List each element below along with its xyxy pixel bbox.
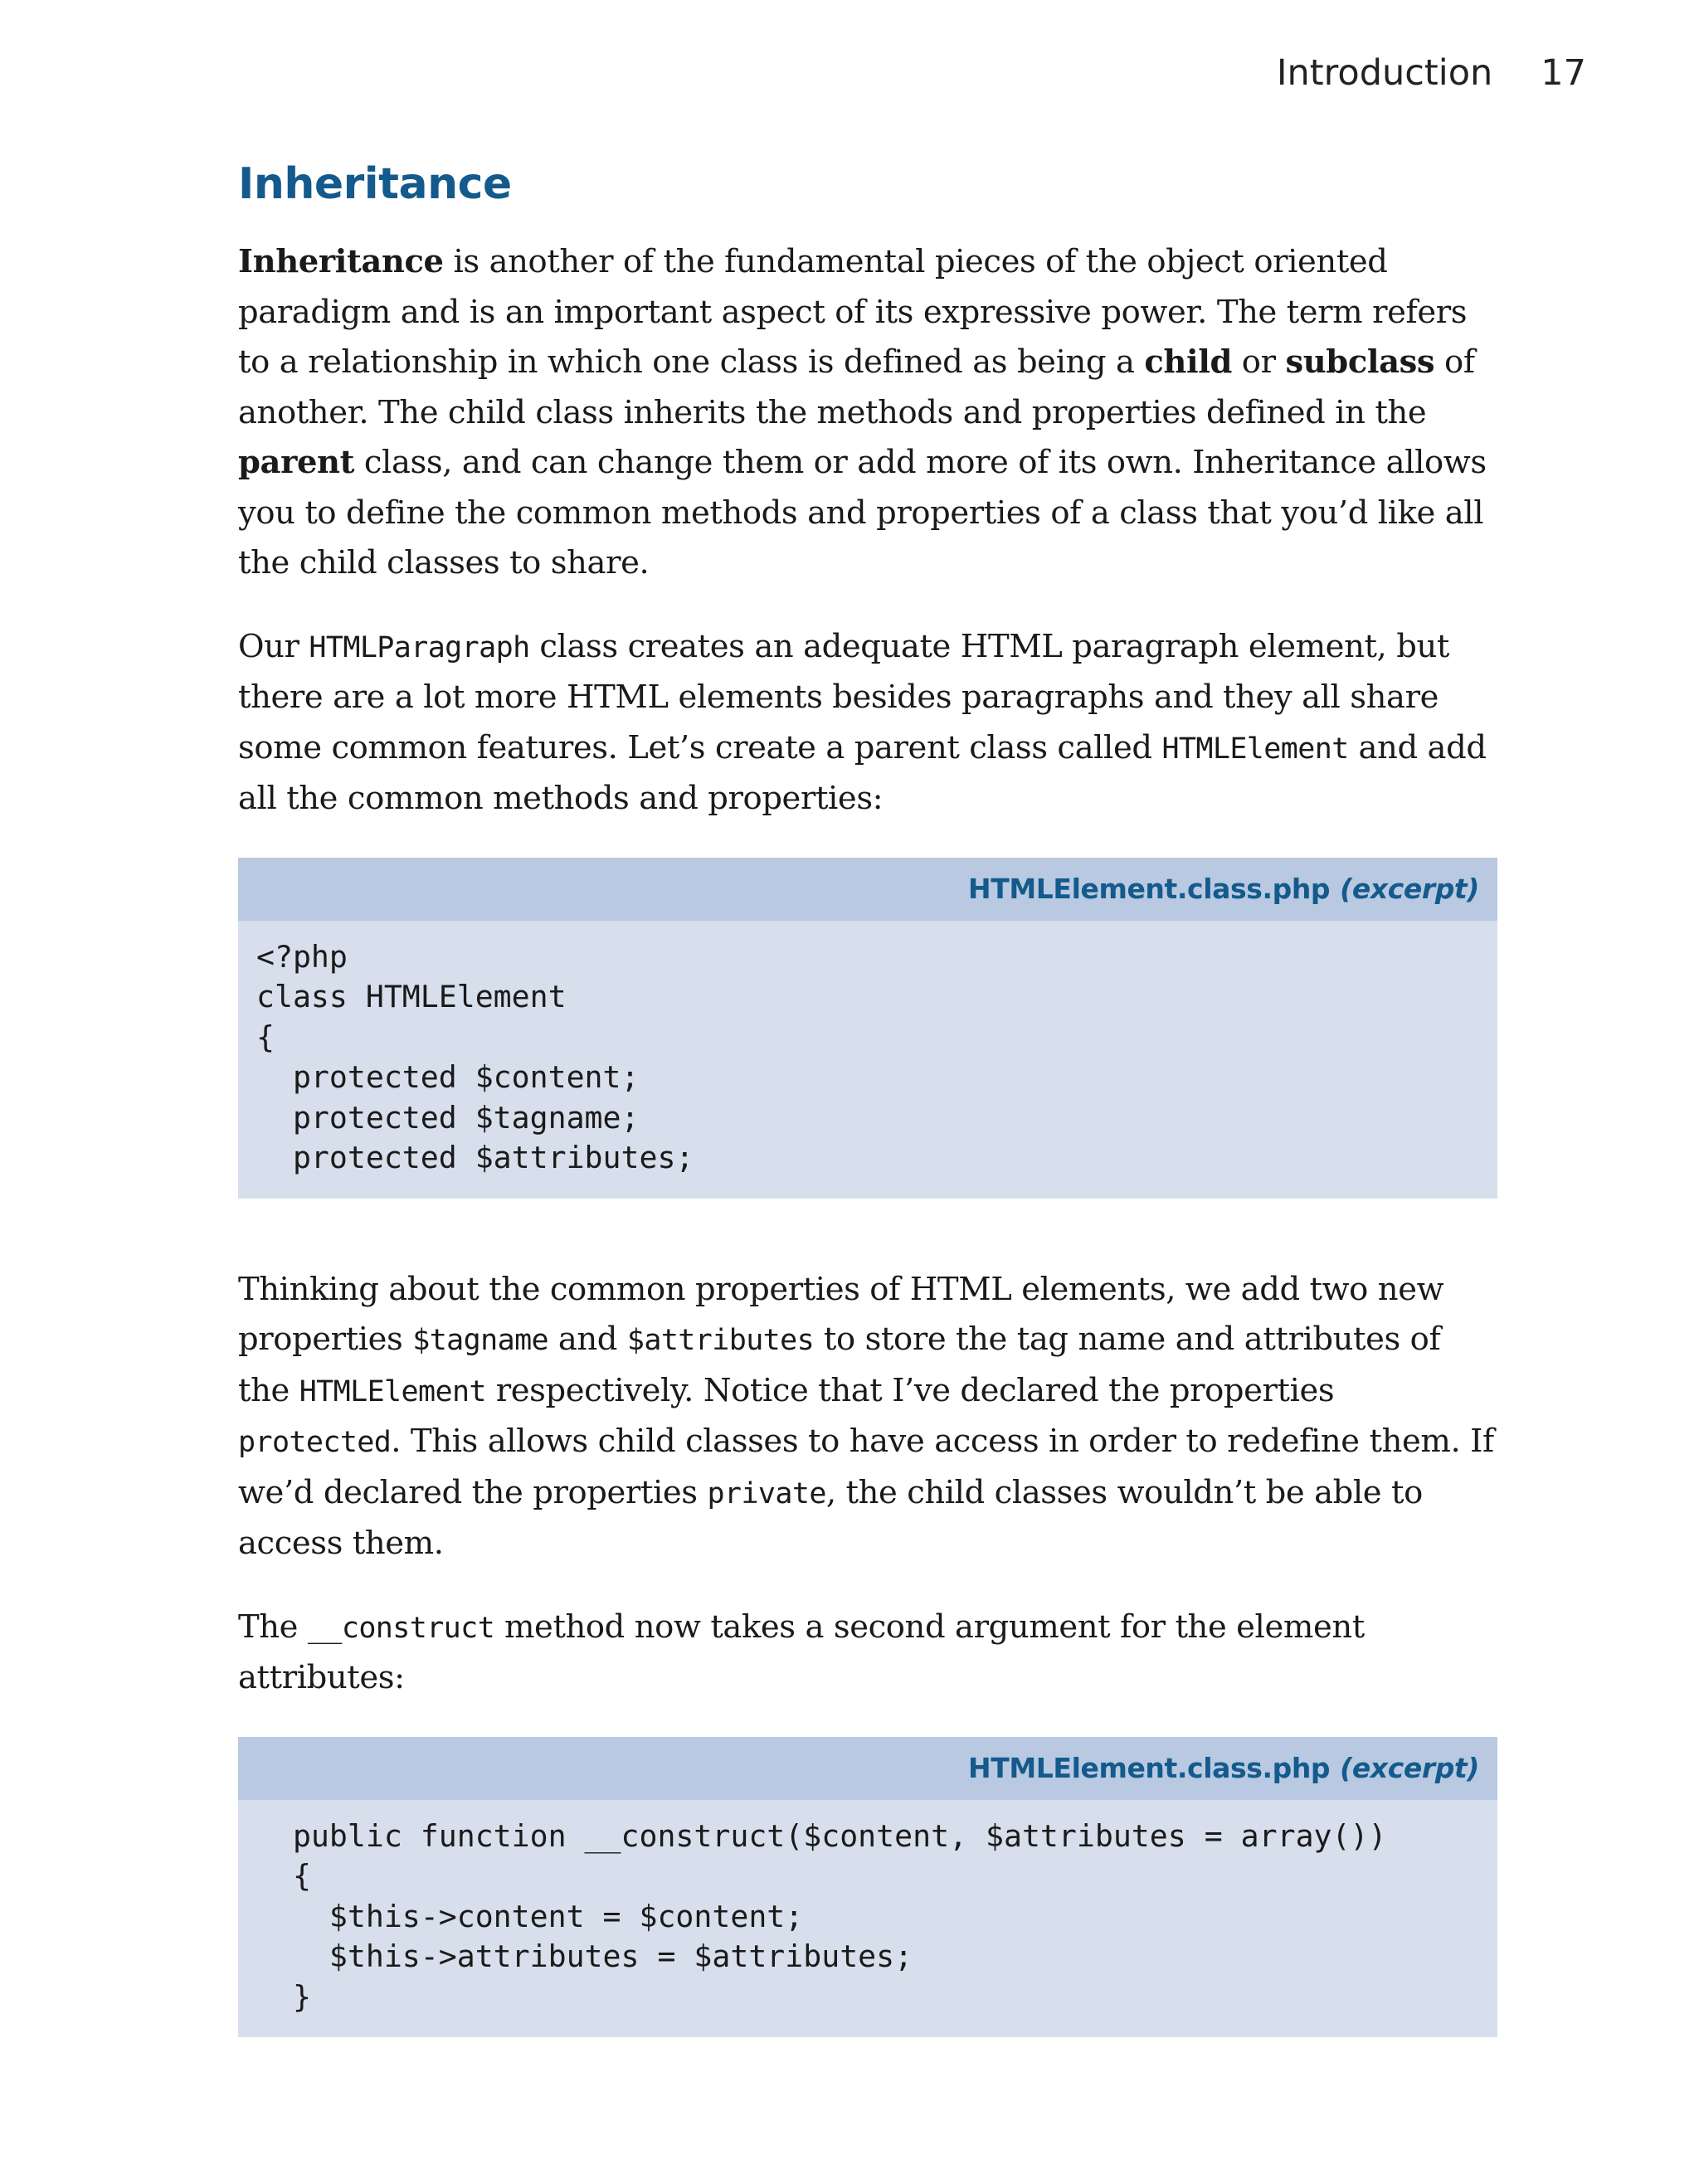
paragraph-inheritance-definition (238, 237, 1497, 589)
code-line: } (256, 1978, 311, 2015)
code-line: <?php (256, 938, 348, 975)
code-line: protected $tagname; (256, 1099, 640, 1136)
paragraph-text: . This allows child classes to have access in order to redefine them. If we’d declared the properties (238, 1423, 1494, 1511)
inline-code: __construct (307, 1611, 495, 1645)
inline-code: $tagname (412, 1324, 549, 1357)
paragraph-text: or (1231, 343, 1286, 381)
paragraph-text: Our (238, 627, 309, 665)
code-line: protected $content; (256, 1059, 640, 1095)
code-caption (238, 1737, 1497, 1800)
inline-code: HTMLElement (1161, 732, 1349, 766)
paragraph-text: is another of the fundamental pieces of the object oriented paradigm and is an important aspect of its expressive power. The term refers to a relationship in which one class is defined as being a (238, 243, 1468, 381)
paragraph-text: to store the tag name and attributes of the (238, 1321, 1441, 1409)
code-line: { (256, 1019, 275, 1055)
page-number: 17 (1541, 52, 1586, 94)
paragraph-text: respectively. Notice that I’ve declared the properties (485, 1371, 1335, 1409)
code-listing (238, 921, 1497, 1199)
paragraph-text: and add all the common methods and properties: (238, 728, 1487, 817)
paragraph-construct-method (238, 1603, 1497, 1704)
page-header (1277, 51, 1586, 95)
code-block-2 (238, 1737, 1497, 2038)
code-line: class HTMLElement (256, 979, 567, 1014)
code-filename: HTMLElement.class.php (968, 873, 1331, 905)
paragraph-text: , the child classes wouldn’t be able to access them. (238, 1473, 1423, 1562)
code-line: $this->attributes = $attributes; (256, 1938, 913, 1974)
inline-code: private (707, 1476, 826, 1510)
page-content (238, 158, 1497, 2104)
code-listing (238, 1800, 1497, 2038)
paragraph-text: The (238, 1608, 308, 1646)
inline-code: HTMLElement (299, 1374, 486, 1408)
paragraph-text: class creates an adequate HTML paragraph element, but there are a lot more HTML elements besides paragraphs and they all share some common features. Let’s create a parent class called (238, 627, 1449, 766)
code-line: { (256, 1858, 311, 1894)
bold-term: subclass (1285, 343, 1435, 381)
code-line: public function __construct($content, $attributes = array()) (256, 1817, 1387, 1854)
bold-term: Inheritance (238, 243, 444, 280)
code-block-1 (238, 858, 1497, 1199)
paragraph-properties-explanation (238, 1265, 1497, 1569)
paragraph-text: of another. The child class inherits the methods and properties defined in the (238, 343, 1475, 431)
code-line: protected $attributes; (256, 1140, 694, 1175)
paragraph-text: method now takes a second argument for the element attributes: (238, 1608, 1365, 1696)
code-caption (238, 858, 1497, 921)
section-title: Inheritance (238, 159, 512, 209)
paragraph-text: class, and can change them or add more of its own. Inheritance allows you to define the common methods and properties of a class that you’d like all the child classes to share. (238, 444, 1487, 581)
chapter-title: Introduction (1276, 52, 1493, 94)
paragraph-text: Thinking about the common properties of HTML elements, we add two new properties (238, 1270, 1444, 1358)
paragraph-html-paragraph (238, 622, 1497, 824)
bold-term: parent (238, 444, 355, 481)
code-excerpt-label: (excerpt) (1340, 873, 1479, 905)
code-excerpt-label: (excerpt) (1340, 1752, 1479, 1784)
paragraph-text: and (548, 1321, 627, 1358)
inline-code: protected (238, 1426, 392, 1459)
code-line: $this->content = $content; (256, 1898, 804, 1934)
inline-code: $attributes (626, 1324, 815, 1357)
code-filename: HTMLElement.class.php (968, 1752, 1331, 1784)
inline-code: HTMLParagraph (309, 630, 530, 664)
bold-term: child (1144, 343, 1232, 381)
